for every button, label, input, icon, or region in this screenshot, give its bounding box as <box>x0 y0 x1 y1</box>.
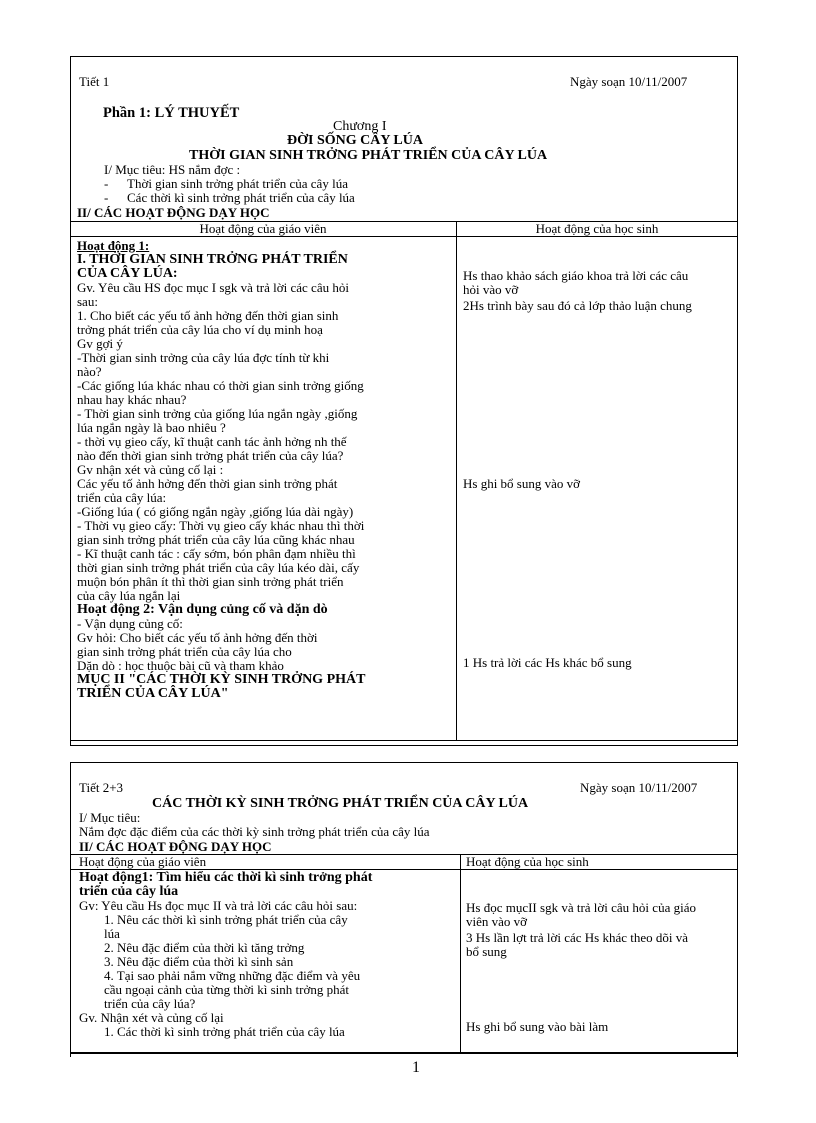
teacher-line: sau: <box>77 294 98 309</box>
section1-objective-2: - Các thời kì sinh trởng phát triển của cây lúa <box>104 190 355 205</box>
teacher-line: -Các giống lúa khác nhau có thời gian sinh trởng giống <box>77 378 364 393</box>
teacher-line: gian sinh trởng phát triển của cây lúa cho <box>77 644 292 659</box>
section1-activities-heading: II/ CÁC HOẠT ĐỘNG DẠY HỌC <box>77 205 270 220</box>
teacher-line: TRIỂN CỦA CÂY LÚA" <box>77 686 229 701</box>
teacher-line: 1. Nêu các thời kì sinh trởng phát triển của cây <box>104 912 348 927</box>
section1-student-line: Hs thao khảo sách giáo khoa trả lời các câu <box>463 268 689 283</box>
section2-teacher-column <box>79 871 457 1039</box>
section1-student-line: 2Hs trình bày sau đó cả lớp thảo luận chung <box>463 298 692 313</box>
section1-col-teacher-header: Hoạt động của giáo viên <box>199 221 327 236</box>
section1-objective-1: - Thời gian sinh trởng phát triển của cây lúa <box>104 176 348 191</box>
teacher-line: trởng phát triển của cây lúa cho ví dụ minh hoạ <box>77 322 323 337</box>
section2-student-line: bổ sung <box>466 944 507 959</box>
section1-chapter-title: ĐỜI SỐNG CÂY LÚA <box>287 133 423 148</box>
section2-activities-heading: II/ CÁC HOẠT ĐỘNG DẠY HỌC <box>79 839 272 854</box>
section1-date: Ngày soạn 10/11/2007 <box>570 74 688 89</box>
teacher-line: triển của cây lúa <box>79 884 179 899</box>
teacher-line: - Thời vụ gieo cấy: Thời vụ gieo cấy khác nhau thì thời <box>77 518 365 533</box>
teacher-line: lúa ngắn ngày là bao nhiêu ? <box>77 420 226 435</box>
teacher-line: CỦA CÂY LÚA: <box>77 266 178 281</box>
section2-date: Ngày soạn 10/11/2007 <box>580 780 698 795</box>
teacher-line: cầu ngoại cảnh của từng thời kì sinh trởng phát <box>104 982 349 997</box>
section1-table-bottom <box>70 740 738 741</box>
section2-objectives-text: Nắm đợc đặc điểm của các thời kỳ sinh trởng phát triển của cây lúa <box>79 824 430 839</box>
teacher-line: -Thời gian sinh trởng của cây lúa đợc tính từ khi <box>77 350 330 365</box>
section1-col-divider <box>456 221 457 740</box>
teacher-line: triển của cây lúa: <box>77 490 167 505</box>
section2-col-student-header: Hoạt động của học sinh <box>466 854 589 869</box>
teacher-line: 3. Nêu đặc điểm của thời kì sinh sản <box>104 954 294 969</box>
section1-student-line: Hs ghi bổ sung vào vỡ <box>463 476 581 491</box>
teacher-line: Hoạt động 1: <box>77 238 150 253</box>
section1-lesson-title: THỜI GIAN SINH TRỞNG PHÁT TRIỂN CỦA CÂY LÚA <box>189 148 548 163</box>
section1-header-bottom <box>70 236 738 237</box>
section1-objectives-heading: I/ Mục tiêu: HS nắm đợc : <box>104 162 241 177</box>
teacher-line: Gv gợi ý <box>77 336 123 351</box>
teacher-line: nào? <box>77 364 102 379</box>
section2-student-line: Hs ghi bổ sung vào bài làm <box>466 1019 609 1034</box>
teacher-line: - thời vụ gieo cấy, kĩ thuật canh tác ảnh hởng nh thế <box>77 434 347 449</box>
teacher-line: Gv hỏi: Cho biết các yếu tố ảnh hởng đến thời <box>77 630 318 645</box>
teacher-line: - Kĩ thuật canh tác : cấy sớm, bón phân đạm nhiều thì <box>77 546 356 561</box>
teacher-line: - Vận dụng củng cố: <box>77 616 183 631</box>
section1-period: Tiết 1 <box>79 74 110 89</box>
section2-student-line: Hs đọc mụcII sgk và trả lời câu hỏi của giáo <box>466 900 696 915</box>
teacher-line: -Giống lúa ( có giống ngắn ngày ,giống lúa dài ngày) <box>77 504 354 519</box>
section2-lesson-title: CÁC THỜI KỲ SINH TRỞNG PHÁT TRIỂN CỦA CÂY LÚA <box>152 796 529 811</box>
teacher-line: Dặn dò : học thuộc bài cũ và tham khảo <box>77 658 284 673</box>
section2-period: Tiết 2+3 <box>79 780 124 795</box>
section1-col-student-header: Hoạt động của học sinh <box>535 221 659 236</box>
teacher-line: muộn bón phân ít thì thời gian sinh trởng phát triển <box>77 574 344 589</box>
section2-col-divider <box>460 854 461 1052</box>
section1-teacher-column <box>77 239 453 701</box>
teacher-line: Hoạt động1: Tìm hiểu các thời kì sinh trởng phát <box>79 870 373 885</box>
teacher-line: 4. Tại sao phải nắm vững những đặc điểm và yêu <box>104 968 361 983</box>
section1-student-line: 1 Hs trả lời các Hs khác bổ sung <box>463 655 632 670</box>
teacher-line: gian sinh trởng phát triển của cây lúa cũng khác nhau <box>77 532 355 547</box>
section1-student-line: hỏi vào vỡ <box>463 282 519 297</box>
section2-table-bottom <box>70 1052 738 1054</box>
teacher-line: I. THỜI GIAN SINH TRỞNG PHÁT TRIỂN <box>77 252 348 267</box>
section1-part: Phần 1: LÝ THUYẾT <box>103 105 240 121</box>
teacher-line: 2. Nêu đặc điểm của thời kì tăng trởng <box>104 940 305 955</box>
section1-chapter: Chương I <box>333 119 387 134</box>
section2-objectives-heading: I/ Mục tiêu: <box>79 810 141 825</box>
teacher-line: nhau hay khác nhau? <box>77 392 187 407</box>
teacher-line: thời gian sinh trởng phát triển của cây lúa kéo dài, cấy <box>77 560 360 575</box>
teacher-line: MỤC II "CÁC THỜI KỲ SINH TRỞNG PHÁT <box>77 672 366 687</box>
teacher-line: - Thời gian sinh trởng của giống lúa ngắn ngày ,giống <box>77 406 358 421</box>
teacher-line: lúa <box>104 926 120 941</box>
teacher-line: Gv. Nhận xét và củng cố lại <box>79 1010 224 1025</box>
section2-student-line: viên vào vỡ <box>466 914 528 929</box>
teacher-line: Gv nhận xét và củng cố lại : <box>77 462 224 477</box>
teacher-line: 1. Các thời kì sinh trởng phát triển của cây lúa <box>104 1024 345 1039</box>
teacher-line: triển của cây lúa? <box>104 996 196 1011</box>
teacher-line: nào đến thời gian sinh trởng phát triển của cây lúa? <box>77 448 344 463</box>
teacher-line: của cây lúa ngắn lại <box>77 588 181 603</box>
section2-col-teacher-header: Hoạt động của giáo viên <box>79 854 207 869</box>
page-number: 1 <box>412 1059 420 1076</box>
teacher-line: 1. Cho biết các yếu tố ảnh hởng đến thời gian sinh <box>77 308 339 323</box>
teacher-line: Hoạt động 2: Vận dụng củng cố và dặn dò <box>77 602 328 617</box>
teacher-line: Gv: Yêu cầu Hs đọc mục II và trả lời các câu hỏi sau: <box>79 898 358 913</box>
teacher-line: Gv. Yêu cầu HS đọc mục I sgk và trả lời các câu hỏi <box>77 280 349 295</box>
section2-student-line: 3 Hs lần lợt trả lời các Hs khác theo dõi và <box>466 930 689 945</box>
teacher-line: Các yếu tố ảnh hởng đến thời gian sinh trởng phát <box>77 476 338 491</box>
